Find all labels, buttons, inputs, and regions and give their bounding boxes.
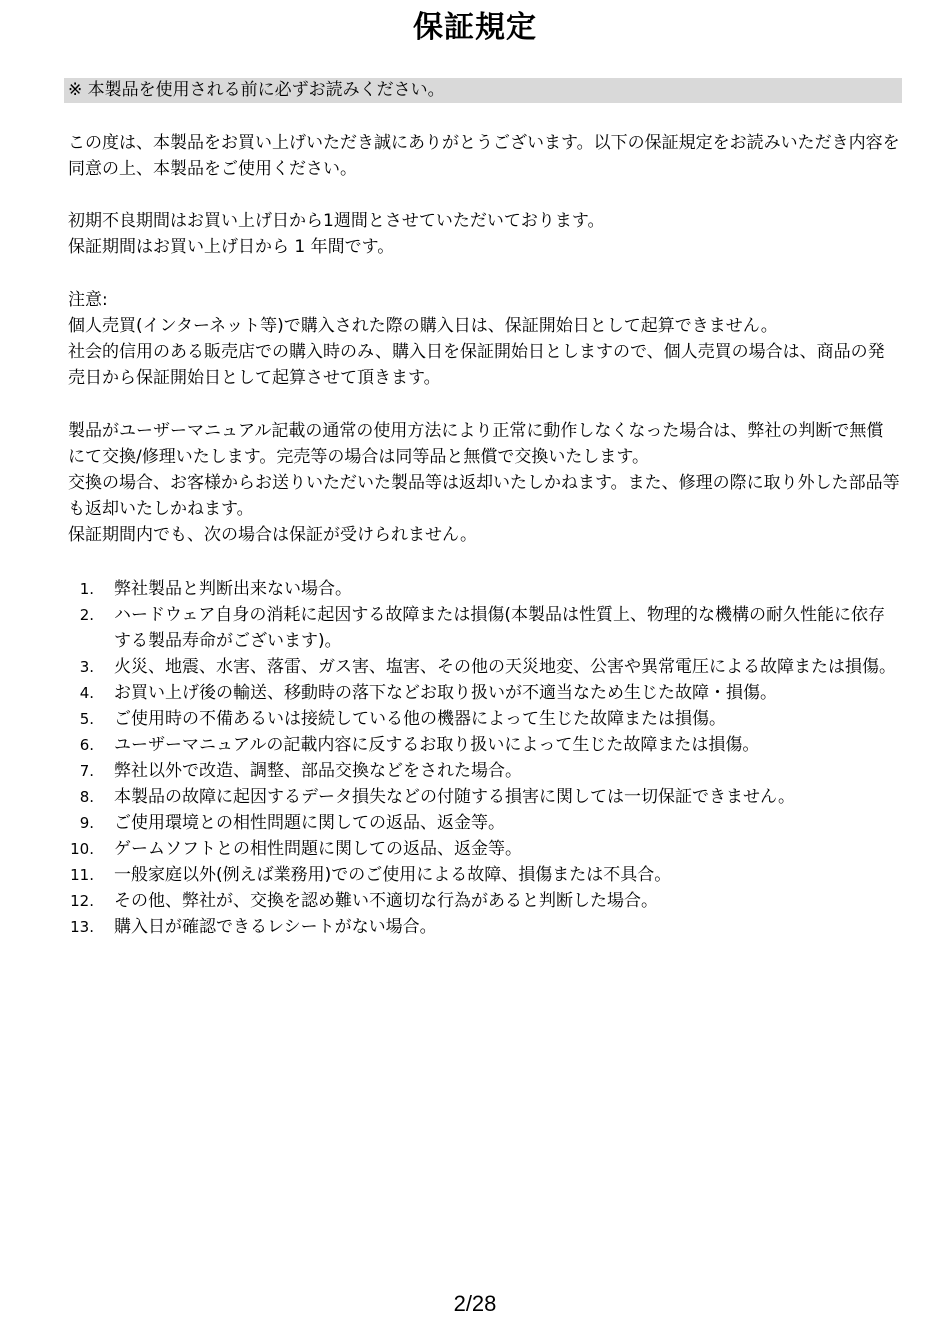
list-item	[68, 862, 900, 888]
intro-paragraph	[68, 130, 900, 182]
page-number: 2/28	[453, 1291, 497, 1316]
list-item	[68, 784, 900, 810]
list-item	[68, 758, 900, 784]
list-item-number: 13.	[70, 918, 94, 936]
list-item-text: ご使用環境との相性問題に関しての返品、返金等。	[114, 813, 505, 833]
exclusion-intro-text: 保証期間内でも、次の場合は保証が受けられません。	[68, 525, 478, 545]
list-item	[68, 602, 900, 654]
list-item-number: 4.	[79, 684, 94, 702]
notice-banner: ※ 本製品を使用される前に必ずお読みください。	[64, 78, 902, 103]
list-item-number: 8.	[79, 788, 94, 806]
list-item	[68, 576, 900, 602]
list-item-text: ご使用時の不備あるいは接続している他の機器によって生じた故障または損傷。	[114, 709, 726, 729]
list-item-text: 本製品の故障に起因するデータ損失などの付随する損害に関しては一切保証できません。	[114, 787, 796, 807]
page-title: 保証規定	[413, 10, 537, 45]
list-item	[68, 888, 900, 914]
caution-paragraph	[68, 287, 900, 391]
list-item-number: 3.	[79, 658, 94, 676]
warranty-period-paragraph	[68, 208, 900, 260]
list-item-text: 弊社製品と判断出来ない場合。	[114, 579, 352, 599]
list-item	[68, 654, 900, 680]
list-item-number: 7.	[79, 762, 94, 780]
list-item-number: 6.	[79, 736, 94, 754]
exclusion-list	[68, 576, 900, 940]
list-item-number: 10.	[70, 840, 94, 858]
list-item-text: 購入日が確認できるレシートがない場合。	[114, 917, 437, 937]
list-item	[68, 810, 900, 836]
list-item-text: お買い上げ後の輸送、移動時の落下などお取り扱いが不適当なため生じた故障・損傷。	[114, 683, 777, 703]
list-item-number: 12.	[70, 892, 94, 910]
list-item-text: 弊社以外で改造、調整、部品交換などをされた場合。	[114, 761, 522, 781]
list-item-text: ゲームソフトとの相性問題に関しての返品、返金等。	[114, 839, 522, 859]
caution-line: 社会的信用のある販売店での購入時のみ、購入日を保証開始日としますので、個人売買の場合は、商品の発売日から保証開始日として起算させて頂きます。	[68, 342, 885, 388]
list-item-text: 火災、地震、水害、落雷、ガス害、塩害、その他の天災地変、公害や異常電圧による故障または損傷。	[114, 657, 896, 677]
list-item-text: その他、弊社が、交換を認め難い不適切な行為があると判断した場合。	[114, 891, 658, 911]
intro-text: この度は、本製品をお買い上げいただき誠にありがとうございます。以下の保証規定をお読みいただき内容を同意の上、本製品をご使用ください。	[68, 133, 900, 179]
list-item-number: 9.	[79, 814, 94, 832]
list-item-text: ユーザーマニュアルの記載内容に反するお取り扱いによって生じた故障または損傷。	[114, 735, 760, 755]
initial-defect-period-text: 初期不良期間はお買い上げ日から1週間とさせていただいております。	[68, 211, 605, 231]
replacement-text: 交換の場合、お客様からお送りいただいた製品等は返却いたしかねます。また、修理の際に取り外した部品等も返却いたしかねます。	[68, 473, 900, 519]
list-item-text: ハードウェア自身の消耗に起因する故障または損傷(本製品は性質上、物理的な機構の耐久性能に依存する製品寿命がございます)。	[114, 605, 885, 651]
list-item-number: 11.	[70, 866, 94, 884]
list-item	[68, 732, 900, 758]
list-item	[68, 914, 900, 940]
list-item	[68, 836, 900, 862]
list-item	[68, 706, 900, 732]
replacement-paragraph	[68, 418, 900, 548]
list-item-number: 5.	[79, 710, 94, 728]
list-item-number: 1.	[79, 580, 94, 598]
list-item	[68, 680, 900, 706]
list-item-text: 一般家庭以外(例えば業務用)でのご使用による故障、損傷または不具合。	[114, 865, 672, 885]
caution-heading: 注意:	[68, 290, 108, 310]
list-item-number: 2.	[79, 606, 94, 624]
caution-line: 個人売買(インターネット等)で購入された際の購入日は、保証開始日として起算できません。	[68, 316, 778, 336]
replacement-text: 製品がユーザーマニュアル記載の通常の使用方法により正常に動作しなくなった場合は、弊社の判断で無償にて交換/修理いたします。完売等の場合は同等品と無償で交換いたします。	[68, 421, 884, 467]
warranty-period-text: 保証期間はお買い上げ日から 1 年間です。	[68, 237, 395, 257]
